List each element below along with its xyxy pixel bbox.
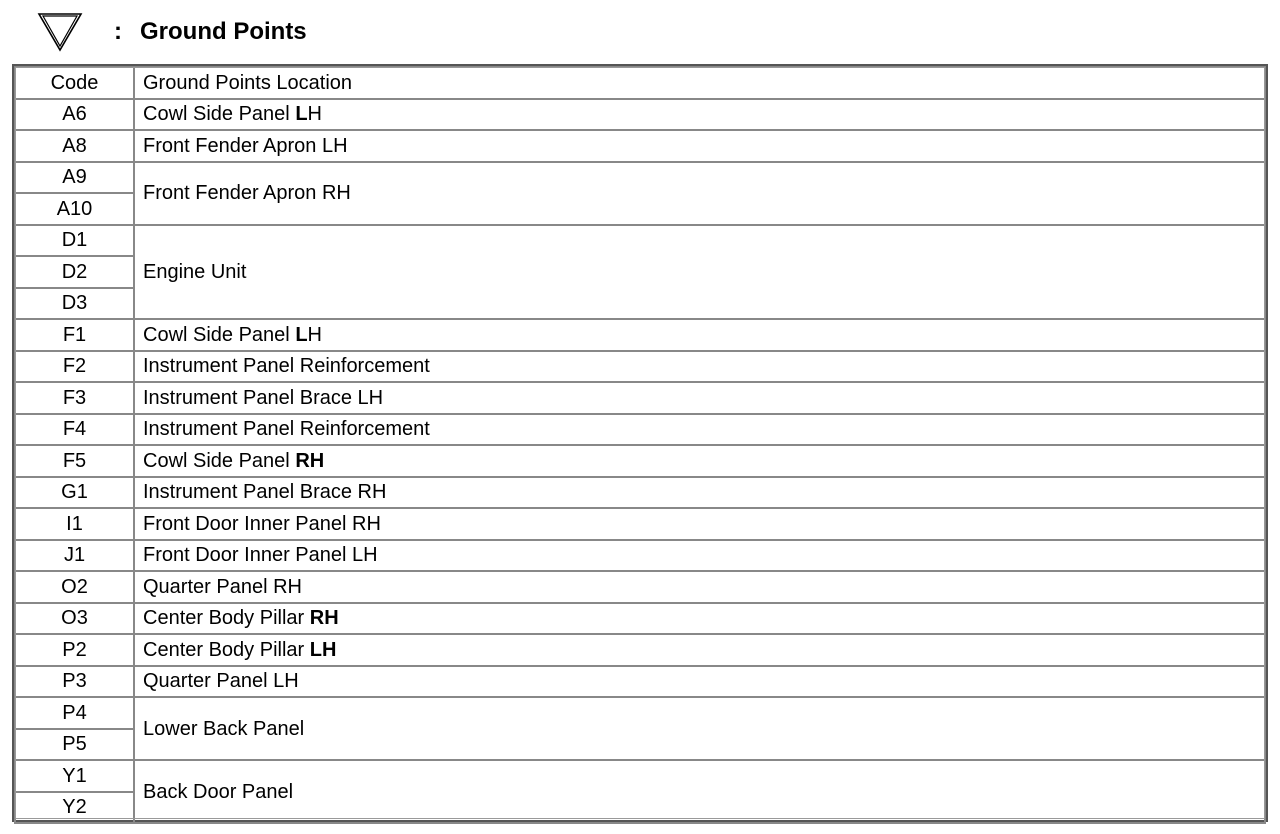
location-side-tail: H	[307, 323, 322, 346]
table-row	[15, 414, 1265, 446]
code-cell: D3	[15, 288, 134, 320]
location-side-bold: RH	[309, 607, 339, 630]
column-header-location: Ground Points Location	[134, 67, 1265, 99]
code-cell: J1	[15, 540, 134, 572]
ground-points-table	[12, 64, 1268, 822]
code-cell: I1	[15, 508, 134, 540]
table-row	[15, 603, 1265, 635]
location-cell	[134, 571, 1265, 603]
location-cell	[134, 697, 1265, 760]
location-cell	[134, 414, 1265, 446]
code-cell: O3	[15, 603, 134, 635]
location-text: Instrument Panel Reinforcement	[143, 355, 430, 378]
location-cell	[134, 225, 1265, 320]
location-cell	[134, 760, 1265, 823]
location-text: Front Door Inner Panel RH	[143, 512, 381, 535]
code-cell: P5	[15, 729, 134, 761]
location-text: Cowl Side Panel	[143, 103, 296, 126]
table-row	[15, 319, 1265, 351]
page-title: Ground Points	[140, 18, 307, 45]
table-header-row	[15, 67, 1265, 99]
location-text: Lower Back Panel	[143, 717, 305, 740]
location-text: Instrument Panel Reinforcement	[143, 418, 430, 441]
table-row	[15, 540, 1265, 572]
code-cell: P4	[15, 697, 134, 729]
table-row	[15, 162, 1265, 194]
table-row	[15, 760, 1265, 792]
code-cell: F5	[15, 445, 134, 477]
location-side-bold: LH	[309, 638, 337, 661]
code-cell: F1	[15, 319, 134, 351]
location-text: Quarter Panel LH	[143, 670, 299, 693]
table-row	[15, 130, 1265, 162]
code-cell: F2	[15, 351, 134, 383]
table-row	[15, 382, 1265, 414]
table-row	[15, 697, 1265, 729]
code-cell: A8	[15, 130, 134, 162]
location-cell	[134, 603, 1265, 635]
location-side-bold: L	[295, 103, 308, 126]
location-text: Center Body Pillar	[143, 607, 310, 630]
code-cell: Y2	[15, 792, 134, 824]
table-row	[15, 351, 1265, 383]
page-header	[36, 8, 307, 56]
code-cell: P3	[15, 666, 134, 698]
location-cell	[134, 351, 1265, 383]
location-cell	[134, 540, 1265, 572]
table-row	[15, 508, 1265, 540]
location-cell	[134, 508, 1265, 540]
down-triangle-icon	[36, 10, 84, 54]
column-header-code: Code	[15, 67, 134, 99]
location-cell	[134, 666, 1265, 698]
table-row	[15, 666, 1265, 698]
location-text: Center Body Pillar	[143, 638, 310, 661]
location-text: Front Door Inner Panel LH	[143, 544, 378, 567]
location-side-bold: L	[295, 323, 308, 346]
table-row	[15, 477, 1265, 509]
code-cell: F3	[15, 382, 134, 414]
location-side-bold: RH	[295, 449, 325, 472]
table-row	[15, 445, 1265, 477]
code-cell: O2	[15, 571, 134, 603]
code-cell: F4	[15, 414, 134, 446]
location-side-tail: H	[307, 103, 322, 126]
location-text: Quarter Panel RH	[143, 575, 302, 598]
location-cell	[134, 99, 1265, 131]
code-cell: A9	[15, 162, 134, 194]
code-cell: D2	[15, 256, 134, 288]
location-cell	[134, 162, 1265, 225]
location-text: Instrument Panel Brace RH	[143, 481, 387, 504]
header-colon: :	[114, 18, 122, 45]
location-text: Front Fender Apron RH	[143, 182, 351, 204]
table-row	[15, 634, 1265, 666]
location-cell	[134, 634, 1265, 666]
location-text: Front Fender Apron LH	[143, 134, 348, 157]
location-text: Cowl Side Panel	[143, 449, 296, 472]
location-text: Instrument Panel Brace LH	[143, 386, 384, 409]
code-cell: A10	[15, 193, 134, 225]
code-cell: A6	[15, 99, 134, 131]
location-cell	[134, 382, 1265, 414]
location-cell	[134, 445, 1265, 477]
code-cell: D1	[15, 225, 134, 257]
location-cell	[134, 319, 1265, 351]
code-cell: P2	[15, 634, 134, 666]
location-cell	[134, 477, 1265, 509]
location-text: Engine Unit	[143, 260, 247, 283]
code-cell: Y1	[15, 760, 134, 792]
location-text: Cowl Side Panel	[143, 323, 296, 346]
location-cell	[134, 130, 1265, 162]
table-row	[15, 225, 1265, 257]
code-cell: G1	[15, 477, 134, 509]
location-text: Back Door Panel	[143, 780, 294, 803]
table-row	[15, 571, 1265, 603]
table-row	[15, 99, 1265, 131]
